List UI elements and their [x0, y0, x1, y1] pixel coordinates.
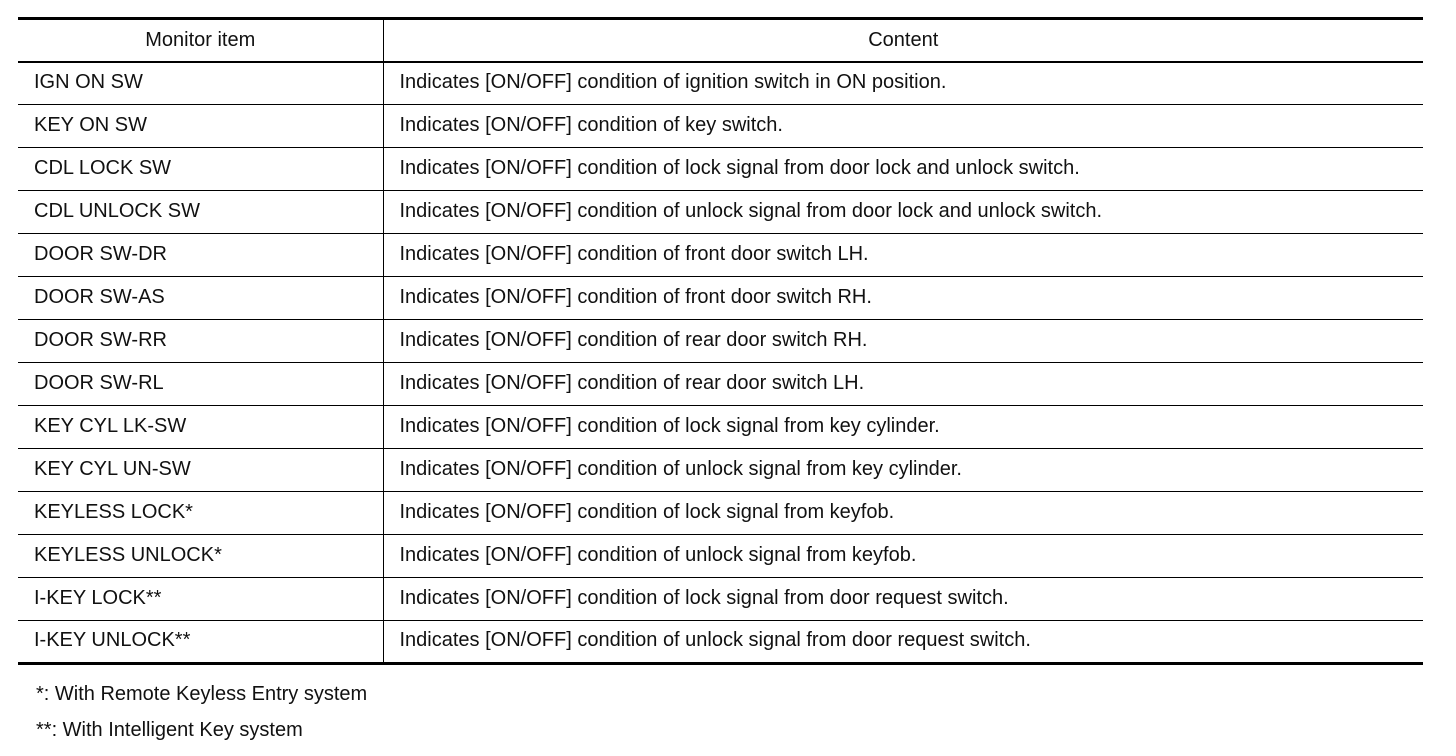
- content-cell: Indicates [ON/OFF] condition of lock signal from door lock and unlock switch.: [383, 148, 1423, 191]
- content-cell: Indicates [ON/OFF] condition of front door switch LH.: [383, 234, 1423, 277]
- table-row: [18, 578, 1423, 621]
- table-row: [18, 277, 1423, 320]
- content-cell: Indicates [ON/OFF] condition of front door switch RH.: [383, 277, 1423, 320]
- content-cell: Indicates [ON/OFF] condition of ignition switch in ON position.: [383, 62, 1423, 105]
- monitor-item-cell: KEY ON SW: [18, 105, 383, 148]
- header-content: Content: [383, 19, 1423, 62]
- content-cell: Indicates [ON/OFF] condition of rear door switch RH.: [383, 320, 1423, 363]
- table-row: [18, 449, 1423, 492]
- header-row: [18, 19, 1423, 62]
- table-row: [18, 363, 1423, 406]
- content-cell: Indicates [ON/OFF] condition of unlock signal from door request switch.: [383, 621, 1423, 664]
- monitor-item-cell: CDL LOCK SW: [18, 148, 383, 191]
- table-row: [18, 621, 1423, 664]
- content-cell: Indicates [ON/OFF] condition of unlock signal from keyfob.: [383, 535, 1423, 578]
- footnote-remote-keyless: *: With Remote Keyless Entry system: [36, 683, 368, 705]
- monitor-item-cell: KEYLESS LOCK*: [18, 492, 383, 535]
- table-row: [18, 62, 1423, 105]
- table-row: [18, 320, 1423, 363]
- monitor-item-cell: CDL UNLOCK SW: [18, 191, 383, 234]
- monitor-item-cell: KEY CYL UN-SW: [18, 449, 383, 492]
- content-cell: Indicates [ON/OFF] condition of rear door switch LH.: [383, 363, 1423, 406]
- monitor-item-cell: KEYLESS UNLOCK*: [18, 535, 383, 578]
- monitor-item-table: [18, 17, 1423, 665]
- content-cell: Indicates [ON/OFF] condition of lock signal from door request switch.: [383, 578, 1423, 621]
- table-header: [18, 19, 1423, 62]
- monitor-item-cell: DOOR SW-RR: [18, 320, 383, 363]
- table-body: [18, 62, 1423, 664]
- table-row: [18, 148, 1423, 191]
- content-cell: Indicates [ON/OFF] condition of lock signal from keyfob.: [383, 492, 1423, 535]
- monitor-item-cell: DOOR SW-DR: [18, 234, 383, 277]
- content-cell: Indicates [ON/OFF] condition of unlock signal from key cylinder.: [383, 449, 1423, 492]
- table-row: [18, 234, 1423, 277]
- monitor-item-cell: KEY CYL LK-SW: [18, 406, 383, 449]
- monitor-item-cell: I-KEY UNLOCK**: [18, 621, 383, 664]
- table-row: [18, 492, 1423, 535]
- content-cell: Indicates [ON/OFF] condition of key switch.: [383, 105, 1423, 148]
- header-monitor-item: Monitor item: [18, 19, 383, 62]
- footnote-intelligent-key: **: With Intelligent Key system: [36, 719, 303, 741]
- content-cell: Indicates [ON/OFF] condition of unlock signal from door lock and unlock switch.: [383, 191, 1423, 234]
- monitor-item-cell: IGN ON SW: [18, 62, 383, 105]
- table-row: [18, 105, 1423, 148]
- content-cell: Indicates [ON/OFF] condition of lock signal from key cylinder.: [383, 406, 1423, 449]
- table-row: [18, 535, 1423, 578]
- table-row: [18, 406, 1423, 449]
- monitor-item-cell: DOOR SW-RL: [18, 363, 383, 406]
- monitor-item-cell: I-KEY LOCK**: [18, 578, 383, 621]
- table-row: [18, 191, 1423, 234]
- monitor-item-cell: DOOR SW-AS: [18, 277, 383, 320]
- footnotes: [36, 676, 367, 748]
